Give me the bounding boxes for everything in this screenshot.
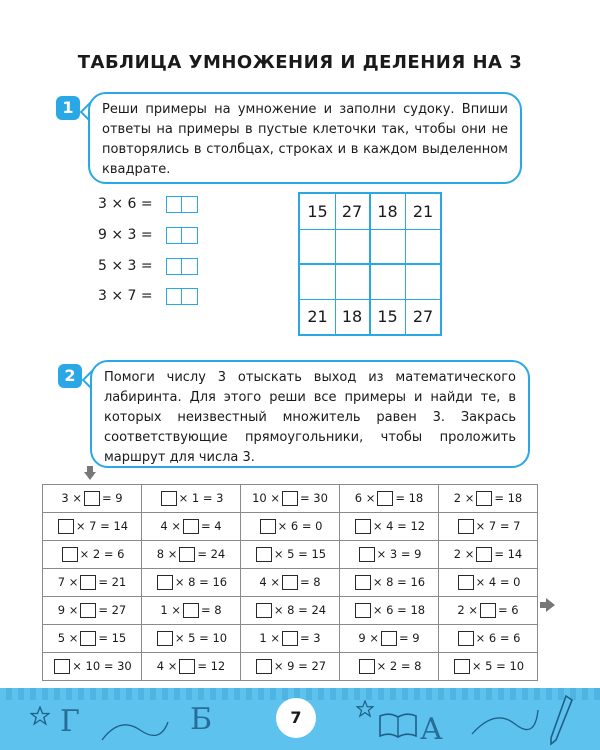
task1-text: Реши примеры на умножение и заполни судоку. Впиши ответы на примеры в пустые клеточки так, чтобы они не повторялись в столбцах, строках и в каждом выделенном квадрате. bbox=[102, 102, 508, 177]
equation-right: × 10 = 30 bbox=[72, 659, 132, 673]
maze-cell[interactable] bbox=[241, 597, 340, 625]
equation-right: × 3 = 9 bbox=[376, 547, 422, 561]
example-text: 3 × 7 = bbox=[98, 288, 153, 304]
equation-right: = 21 bbox=[98, 575, 127, 589]
maze-cell[interactable] bbox=[340, 597, 439, 625]
example-row bbox=[98, 225, 198, 245]
task-number-badge: 1 bbox=[56, 96, 80, 120]
page-number: 7 bbox=[276, 698, 316, 738]
equation-right: = 4 bbox=[201, 519, 222, 533]
example-text: 5 × 3 = bbox=[98, 258, 153, 274]
maze-cell[interactable] bbox=[142, 513, 241, 541]
unknown-factor-box[interactable] bbox=[381, 631, 397, 646]
task1-instructions bbox=[88, 92, 522, 184]
equation-left: 2 × bbox=[457, 603, 478, 617]
unknown-factor-box[interactable] bbox=[256, 659, 272, 674]
unknown-factor-box[interactable] bbox=[157, 575, 173, 590]
sudoku-cell: 18 bbox=[335, 299, 371, 335]
unknown-factor-box[interactable] bbox=[256, 547, 272, 562]
unknown-factor-box[interactable] bbox=[458, 519, 474, 534]
maze-table bbox=[42, 484, 538, 681]
equation-right: = 8 bbox=[300, 575, 321, 589]
sudoku-cell: 21 bbox=[300, 299, 336, 335]
book-icon bbox=[378, 712, 418, 738]
equation-left: 2 × bbox=[453, 547, 475, 561]
unknown-factor-box[interactable] bbox=[256, 603, 272, 618]
example-text: 3 × 6 = bbox=[98, 196, 153, 212]
maze-cell[interactable] bbox=[142, 485, 241, 513]
equation-left: 4 × bbox=[156, 659, 178, 673]
equation-right: × 7 = 7 bbox=[475, 519, 521, 533]
maze-row bbox=[43, 597, 538, 625]
unknown-factor-box[interactable] bbox=[282, 575, 298, 590]
answer-input[interactable] bbox=[166, 196, 198, 213]
answer-input[interactable] bbox=[166, 227, 198, 244]
equation-right: = 24 bbox=[197, 547, 226, 561]
maze-row bbox=[43, 569, 538, 597]
unknown-factor-box[interactable] bbox=[458, 575, 474, 590]
sudoku-cell[interactable] bbox=[335, 229, 371, 265]
sudoku-cell: 27 bbox=[412, 307, 434, 326]
maze-cell[interactable] bbox=[340, 653, 439, 681]
maze-cell[interactable] bbox=[439, 625, 538, 653]
unknown-factor-box[interactable] bbox=[355, 519, 371, 534]
maze-cell[interactable] bbox=[241, 625, 340, 653]
sudoku-cell[interactable] bbox=[370, 264, 406, 300]
unknown-factor-box[interactable] bbox=[62, 547, 78, 562]
unknown-factor-box[interactable] bbox=[183, 603, 199, 618]
maze-row bbox=[43, 513, 538, 541]
unknown-factor-box[interactable] bbox=[377, 491, 393, 506]
maze-cell[interactable] bbox=[142, 541, 241, 569]
maze-cell[interactable] bbox=[340, 513, 439, 541]
maze-cell[interactable] bbox=[142, 597, 241, 625]
equation-left: 4 × bbox=[160, 519, 181, 533]
unknown-factor-box[interactable] bbox=[80, 603, 96, 618]
equation-right: × 6 = 0 bbox=[277, 519, 323, 533]
unknown-factor-box[interactable] bbox=[476, 547, 492, 562]
maze-row bbox=[43, 541, 538, 569]
equation-right: = 9 bbox=[102, 491, 123, 505]
equation-left: 7 × bbox=[57, 575, 79, 589]
pencil-icon bbox=[548, 694, 574, 746]
maze-cell[interactable] bbox=[43, 625, 142, 653]
maze-cell[interactable] bbox=[241, 513, 340, 541]
example-text: 9 × 3 = bbox=[98, 227, 153, 243]
maze-cell[interactable] bbox=[439, 653, 538, 681]
example-row bbox=[98, 286, 198, 306]
equation-right: = 27 bbox=[98, 603, 127, 617]
equation-right: × 6 = 6 bbox=[475, 631, 521, 645]
unknown-factor-box[interactable] bbox=[282, 631, 298, 646]
sudoku-cell[interactable] bbox=[300, 229, 336, 265]
maze-cell[interactable] bbox=[43, 597, 142, 625]
sudoku-grid bbox=[298, 192, 442, 336]
equation-right: = 3 bbox=[300, 631, 321, 645]
unknown-factor-box[interactable] bbox=[480, 603, 496, 618]
equation-right: = 6 bbox=[498, 603, 519, 617]
exit-arrow-icon bbox=[546, 598, 555, 612]
equation-right: = 18 bbox=[395, 491, 424, 505]
equation-right: × 2 = 8 bbox=[376, 659, 422, 673]
maze-cell[interactable] bbox=[43, 513, 142, 541]
unknown-factor-box[interactable] bbox=[161, 491, 177, 506]
equation-left: 1 × bbox=[259, 631, 280, 645]
unknown-factor-box[interactable] bbox=[179, 547, 195, 562]
unknown-factor-box[interactable] bbox=[58, 519, 74, 534]
maze-cell[interactable] bbox=[142, 569, 241, 597]
equation-left: 5 × bbox=[57, 631, 79, 645]
answer-input[interactable] bbox=[166, 258, 198, 275]
unknown-factor-box[interactable] bbox=[355, 603, 371, 618]
unknown-factor-box[interactable] bbox=[80, 575, 96, 590]
equation-left: 9 × bbox=[358, 631, 379, 645]
equation-right: × 9 = 27 bbox=[273, 659, 327, 673]
unknown-factor-box[interactable] bbox=[80, 631, 96, 646]
unknown-factor-box[interactable] bbox=[179, 659, 195, 674]
star-icon bbox=[356, 700, 374, 718]
equation-right: × 5 = 10 bbox=[174, 631, 228, 645]
unknown-factor-box[interactable] bbox=[157, 631, 173, 646]
sudoku-cell: 18 bbox=[370, 194, 406, 230]
equation-right: = 8 bbox=[201, 603, 222, 617]
equation-right: × 8 = 16 bbox=[372, 575, 426, 589]
letter-decoration: А bbox=[420, 712, 443, 747]
equation-left: 2 × bbox=[453, 491, 475, 505]
equation-right: = 30 bbox=[300, 491, 328, 505]
maze-row bbox=[43, 625, 538, 653]
sudoku-cell: 15 bbox=[370, 299, 406, 335]
equation-left: 9 × bbox=[57, 603, 79, 617]
equation-right: × 6 = 18 bbox=[372, 603, 426, 617]
sudoku-cell[interactable] bbox=[405, 264, 441, 300]
sudoku-cell[interactable] bbox=[370, 229, 406, 265]
sudoku-cell[interactable] bbox=[300, 264, 336, 300]
equation-right: × 2 = 6 bbox=[79, 547, 125, 561]
unknown-factor-box[interactable] bbox=[260, 519, 276, 534]
equation-left: 6 × bbox=[354, 491, 376, 505]
maze-cell[interactable] bbox=[43, 569, 142, 597]
star-icon bbox=[30, 706, 50, 726]
maze-cell[interactable] bbox=[43, 653, 142, 681]
equation-left: 4 × bbox=[259, 575, 280, 589]
sudoku-cell: 15 bbox=[300, 194, 336, 230]
unknown-factor-box[interactable] bbox=[359, 547, 375, 562]
answer-input[interactable] bbox=[166, 288, 198, 305]
unknown-factor-box[interactable] bbox=[476, 491, 492, 506]
task2-text: Помоги числу 3 отыскать выход из математического лабиринта. Для этого реши все примеры и найди те, в которых неизвестный множитель равен 3. Закрась соответствующие прямоугольники, чтобы проложить маршрут для числа 3. bbox=[104, 370, 516, 465]
unknown-factor-box[interactable] bbox=[282, 491, 298, 506]
maze-cell[interactable] bbox=[142, 653, 241, 681]
maze-cell[interactable] bbox=[43, 485, 142, 513]
unknown-factor-box[interactable] bbox=[458, 631, 474, 646]
unknown-factor-box[interactable] bbox=[183, 519, 199, 534]
swirl-decoration bbox=[100, 714, 170, 744]
equation-right: = 9 bbox=[399, 631, 420, 645]
equation-left: 3 × bbox=[61, 491, 82, 505]
unknown-factor-box[interactable] bbox=[54, 659, 70, 674]
maze-cell[interactable] bbox=[439, 513, 538, 541]
equation-right: × 5 = 10 bbox=[471, 659, 525, 673]
example-row bbox=[98, 194, 198, 214]
equation-right: = 14 bbox=[494, 547, 523, 561]
maze-cell[interactable] bbox=[439, 541, 538, 569]
maze-cell[interactable] bbox=[241, 485, 340, 513]
maze-cell[interactable] bbox=[340, 569, 439, 597]
unknown-factor-box[interactable] bbox=[355, 575, 371, 590]
maze-cell[interactable] bbox=[340, 541, 439, 569]
maze-cell[interactable] bbox=[241, 653, 340, 681]
sudoku-cell[interactable] bbox=[335, 264, 371, 300]
maze-cell[interactable] bbox=[439, 485, 538, 513]
maze-cell[interactable] bbox=[340, 485, 439, 513]
equation-right: × 7 = 14 bbox=[75, 519, 129, 533]
maze-cell[interactable] bbox=[340, 625, 439, 653]
equation-right: × 8 = 16 bbox=[174, 575, 228, 589]
maze-cell[interactable] bbox=[439, 569, 538, 597]
maze-cell[interactable] bbox=[43, 541, 142, 569]
entry-arrow-icon bbox=[84, 472, 96, 480]
equation-right: = 18 bbox=[494, 491, 523, 505]
unknown-factor-box[interactable] bbox=[454, 659, 470, 674]
letter-decoration: Г bbox=[60, 704, 80, 739]
letter-decoration: Б bbox=[190, 702, 213, 737]
sudoku-cell: 21 bbox=[405, 194, 441, 230]
equation-right: × 1 = 3 bbox=[178, 491, 224, 505]
task-number-badge: 2 bbox=[58, 364, 82, 388]
equation-right: × 4 = 0 bbox=[475, 575, 521, 589]
swirl-decoration bbox=[470, 704, 540, 740]
equation-right: × 5 = 15 bbox=[273, 547, 327, 561]
equation-left: 8 × bbox=[156, 547, 178, 561]
equation-left: 10 × bbox=[252, 491, 280, 505]
sudoku-cell: 27 bbox=[335, 194, 371, 230]
task2-instructions bbox=[90, 360, 530, 468]
maze-cell[interactable] bbox=[241, 541, 340, 569]
sudoku-cell[interactable] bbox=[405, 229, 441, 265]
maze-cell[interactable] bbox=[439, 597, 538, 625]
example-row bbox=[98, 256, 198, 276]
maze-cell[interactable] bbox=[142, 625, 241, 653]
page-title: ТАБЛИЦА УМНОЖЕНИЯ И ДЕЛЕНИЯ НА 3 bbox=[77, 52, 523, 73]
equation-right: = 15 bbox=[98, 631, 127, 645]
equation-right: × 8 = 24 bbox=[273, 603, 327, 617]
unknown-factor-box[interactable] bbox=[359, 659, 375, 674]
equation-right: = 12 bbox=[197, 659, 226, 673]
equation-left: 1 × bbox=[160, 603, 181, 617]
maze-cell[interactable] bbox=[241, 569, 340, 597]
maze-row bbox=[43, 653, 538, 681]
maze-row bbox=[43, 485, 538, 513]
equation-right: × 4 = 12 bbox=[372, 519, 426, 533]
unknown-factor-box[interactable] bbox=[84, 491, 100, 506]
